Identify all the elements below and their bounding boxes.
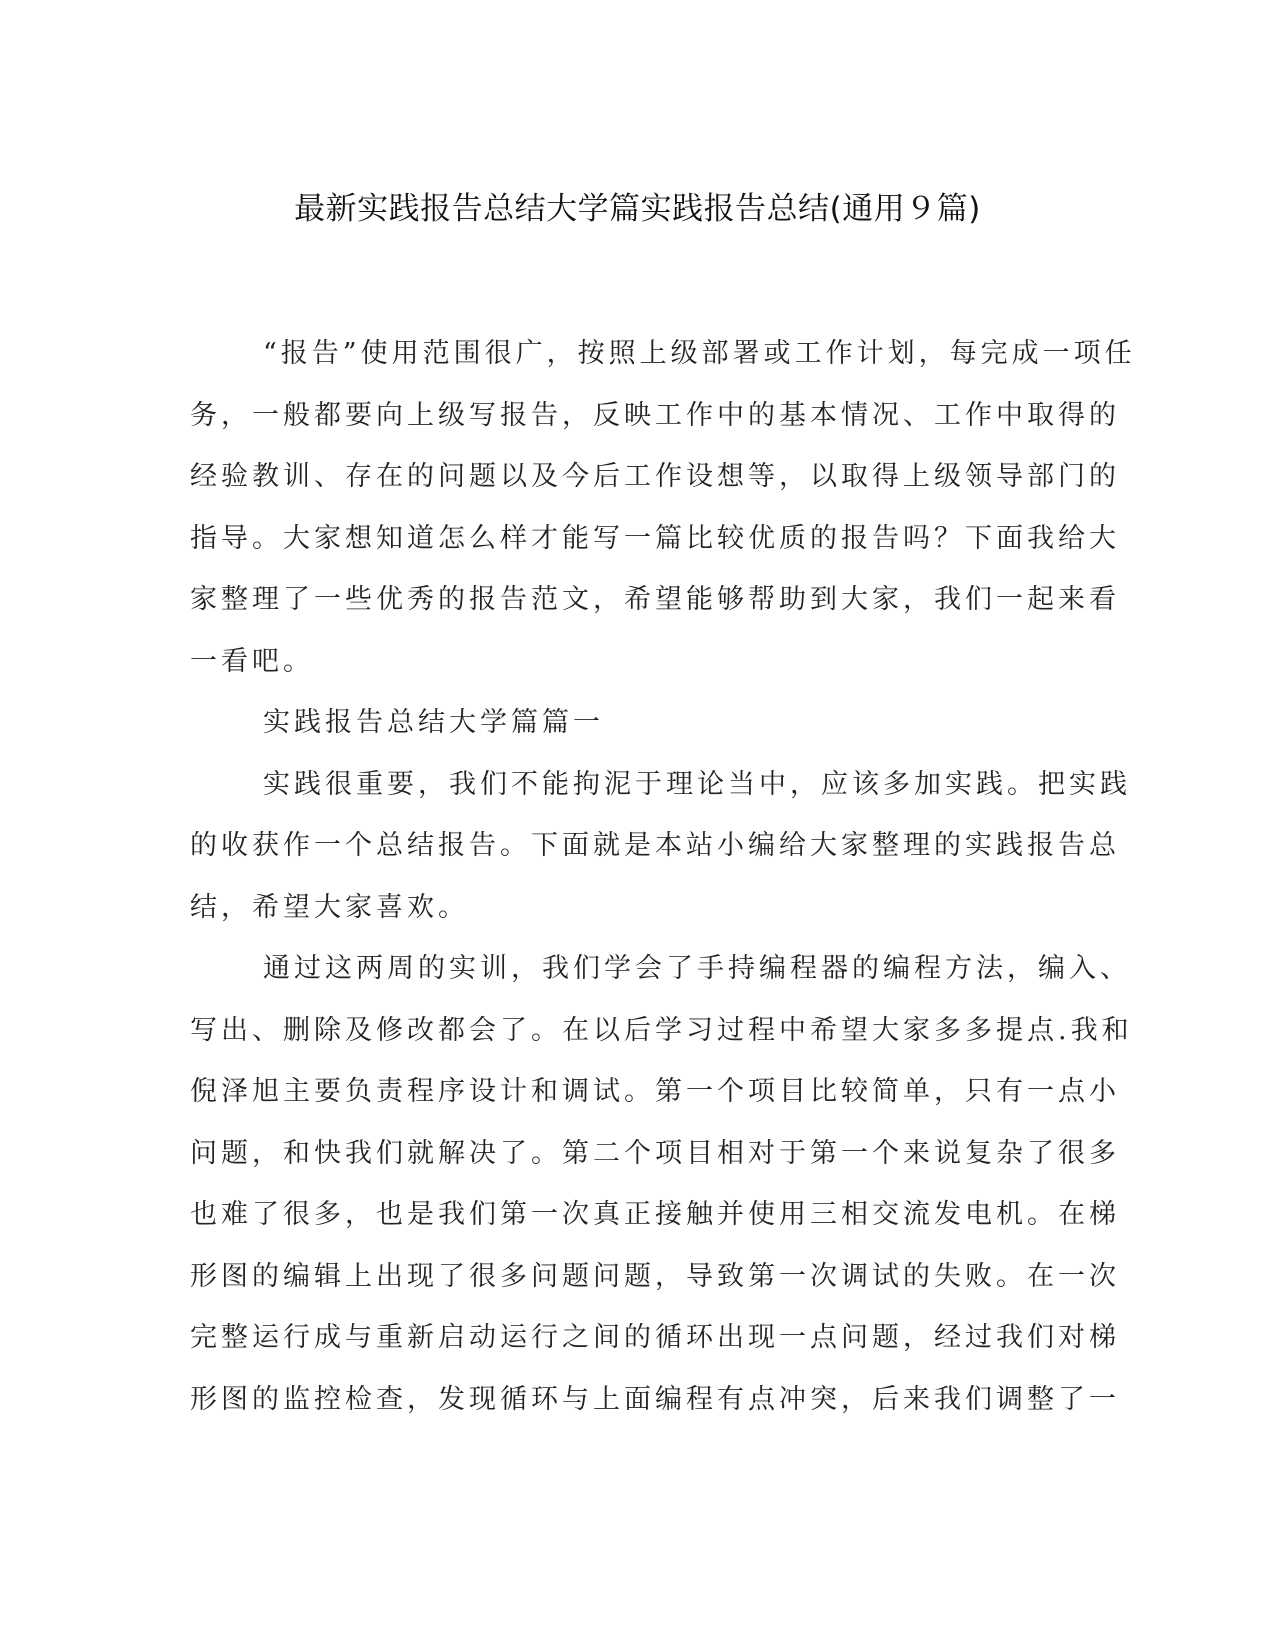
text-line: 经验教训、存在的问题以及今后工作设想等，以取得上级领导部门的 bbox=[190, 461, 1120, 492]
text-line: 形图的监控检查，发现循环与上面编程有点冲突，后来我们调整了一 bbox=[190, 1383, 1120, 1415]
document-title: 最新实践报告总结大学篇实践报告总结(通用９篇) bbox=[294, 191, 981, 227]
text-line: 完整运行成与重新启动运行之间的循环出现一点问题，经过我们对梯 bbox=[190, 1322, 1120, 1353]
text-line: 形图的编辑上出现了很多问题问题，导致第一次调试的失败。在一次 bbox=[190, 1260, 1120, 1292]
text-line: 倪泽旭主要负责程序设计和调试。第一个项目比较简单，只有一点小 bbox=[190, 1076, 1120, 1107]
text-line: 通过这两周的实训，我们学会了手持编程器的编程方法，编入、 bbox=[263, 953, 1131, 984]
text-line: “报告”使用范围很广，按照上级部署或工作计划，每完成一项任 bbox=[263, 338, 1136, 369]
text-line: 实践很重要，我们不能拘泥于理论当中，应该多加实践。把实践 bbox=[263, 768, 1131, 800]
text-line: 一看吧。 bbox=[190, 645, 314, 677]
text-line: 也难了很多，也是我们第一次真正接触并使用三相交流发电机。在梯 bbox=[190, 1199, 1120, 1230]
text-line: 家整理了一些优秀的报告范文，希望能够帮助到大家，我们一起来看 bbox=[190, 584, 1120, 615]
text-line: 的收获作一个总结报告。下面就是本站小编给大家整理的实践报告总 bbox=[190, 830, 1120, 861]
section-heading: 实践报告总结大学篇篇一 bbox=[263, 707, 604, 738]
text-line: 指导。大家想知道怎么样才能写一篇比较优质的报告吗？下面我给大 bbox=[190, 522, 1120, 554]
document-body bbox=[190, 323, 1136, 1430]
text-line: 问题，和快我们就解决了。第二个项目相对于第一个来说复杂了很多 bbox=[190, 1137, 1120, 1169]
text-line: 务，一般都要向上级写报告，反映工作中的基本情况、工作中取得的 bbox=[190, 399, 1120, 431]
text-line: 结，希望大家喜欢。 bbox=[190, 891, 469, 923]
text-line: 写出、删除及修改都会了。在以后学习过程中希望大家多多提点.我和 bbox=[190, 1014, 1133, 1046]
